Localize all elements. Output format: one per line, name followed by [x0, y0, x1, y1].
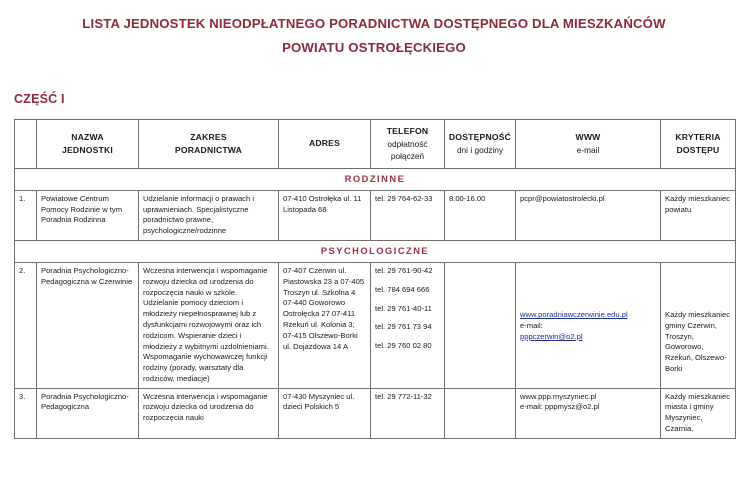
email-line	[520, 402, 656, 413]
cell-criteria: Każdy mieszkaniec miasta i gminy Myszyniec, Czarnia,	[661, 388, 736, 438]
header-availability-line2: dni i godziny	[456, 144, 504, 155]
phone-number: tel. 784 694 666	[375, 284, 430, 294]
header-www	[516, 119, 661, 168]
section-label: RODZINNE	[15, 168, 736, 190]
section-label: PSYCHOLOGICZNE	[15, 240, 736, 262]
header-phone-line1: TELEFON	[386, 125, 429, 136]
table-container	[0, 106, 748, 439]
cell-www-email: pcpr@powiatostrolecki.pl	[516, 190, 661, 240]
section-banner-psychologiczne	[15, 240, 736, 262]
cell-name: Powiatowe Centrum Pomocy Rodzinie w tym Poradnia Rodzinna	[37, 190, 139, 240]
cell-criteria: Każdy mieszkaniec powiatu	[661, 190, 736, 240]
header-scope-line1: ZAKRES	[190, 131, 227, 142]
cell-address: 07-407 Czerwin ul. Piastowska 23 a 07-405 Troszyn ul. Szkolna 4 07-440 Goworowo Ostrołęcka 27 07-411 Rzekuń ul. Kolonia 3; 07-415 Olszewo-Borki ul. Dojazdowa 14 A	[279, 263, 371, 389]
header-criteria	[661, 119, 736, 168]
cell-number: 2.	[15, 263, 37, 389]
header-number	[15, 119, 37, 168]
cell-name: Poradnia Psychologiczno-Pedagogiczna w Czerwinie	[37, 263, 139, 389]
header-name	[37, 119, 139, 168]
cell-scope: Wczesna interwencja i wspomaganie rozwoju dziecka od urodzenia do rozpoczęcia nauki w szkole. Udzielanie pomocy dzieciom i młodzieży niepełnosprawnej lub z dysfunkcjami rozwojowymi oraz ich rodzicom. Wspieranie dzieci i młodzieży z wybitnymi uzdolnieniami. Wspomaganie wychowawczej funkcji rodziny (porady, warsztaty dla rodziców, mediacje)	[139, 263, 279, 389]
email-label: e-mail:	[520, 320, 543, 330]
header-scope	[139, 119, 279, 168]
header-scope-line2: PORADNICTWA	[174, 144, 243, 155]
phone-number: tel. 29 761-90-42	[375, 266, 433, 276]
phone-number: tel. 29 761-40-11	[375, 303, 432, 313]
header-name-line2: JEDNOSTKI	[62, 144, 113, 155]
website-text: www.ppp.myszyniec.pl	[520, 391, 597, 401]
email-label: e-mail:	[520, 402, 545, 412]
cell-name: Poradnia Psychologiczno-Pedagogiczna	[37, 388, 139, 438]
header-phone-line3: połączeń	[390, 151, 425, 162]
phone-number: tel. 29 772-11-32	[375, 391, 432, 401]
phone-number: tel. 29 761 73 94	[375, 322, 432, 332]
table-row	[15, 263, 736, 389]
cell-criteria	[661, 263, 736, 389]
cell-scope: Wczesna interwencja i wspomaganie rozwoju dziecka od urodzenia do rozpoczęcia nauki	[139, 388, 279, 438]
cell-address: 07-430 Myszyniec ul. dzieci Polskich 5	[279, 388, 371, 438]
cell-www-email	[516, 263, 661, 389]
poradnictwo-table	[14, 119, 736, 439]
cell-phone	[371, 388, 445, 438]
page-title: LISTA JEDNOSTEK NIEODPŁATNEGO PORADNICTWA DOSTĘPNEGO DLA MIESZKAŃCÓW POWIATU OSTROŁĘCKIEGO	[82, 16, 666, 56]
cell-availability	[445, 388, 516, 438]
phone-number: tel. 29 760 02 80	[375, 341, 432, 351]
cell-availability	[445, 263, 516, 389]
header-www-line2: e-mail	[576, 144, 600, 155]
header-criteria-line1: KRYTERIA	[675, 131, 721, 142]
table-row	[15, 388, 736, 438]
table-row	[15, 190, 736, 240]
section-banner-rodzinne	[15, 168, 736, 190]
cell-www-email	[516, 388, 661, 438]
cell-number: 1.	[15, 190, 37, 240]
cell-scope: Udzielanie informacji o prawach i uprawnieniach. Specjalistyczne poradnictwo prawne, psychologiczne/rodzinne	[139, 190, 279, 240]
header-phone-line2: odpłatność	[387, 138, 428, 149]
part-label: CZĘŚĆ I	[14, 91, 65, 106]
criteria-text: Każdy mieszkaniec gminy Czerwin, Troszyn, Goworowo, Rzekuń, Olszewo-Borki	[665, 310, 730, 374]
header-availability	[445, 119, 516, 168]
header-address: ADRES	[279, 119, 371, 168]
header-www-line1: WWW	[575, 132, 601, 143]
email-link[interactable]: pppczerwin@o2.pl	[520, 331, 583, 341]
header-phone	[371, 119, 445, 168]
cell-phone	[371, 263, 445, 389]
cell-number: 3.	[15, 388, 37, 438]
email-text: pppmysz@o2.pl	[544, 402, 600, 412]
cell-availability: 8.00-16.00	[445, 190, 516, 240]
website-link[interactable]: www.poradniawczerwinie.edu.pl	[520, 310, 628, 320]
cell-phone	[371, 190, 445, 240]
header-criteria-line2: DOSTĘPU	[676, 144, 720, 155]
phone-number: tel. 29 764-62-33	[375, 193, 433, 203]
header-availability-line1: DOSTĘPNOŚĆ	[448, 132, 512, 143]
table-header-row	[15, 119, 736, 168]
header-name-line1: NAZWA	[71, 131, 104, 142]
cell-address: 07-410 Ostrołęka ul. 11 Listopada 68	[279, 190, 371, 240]
